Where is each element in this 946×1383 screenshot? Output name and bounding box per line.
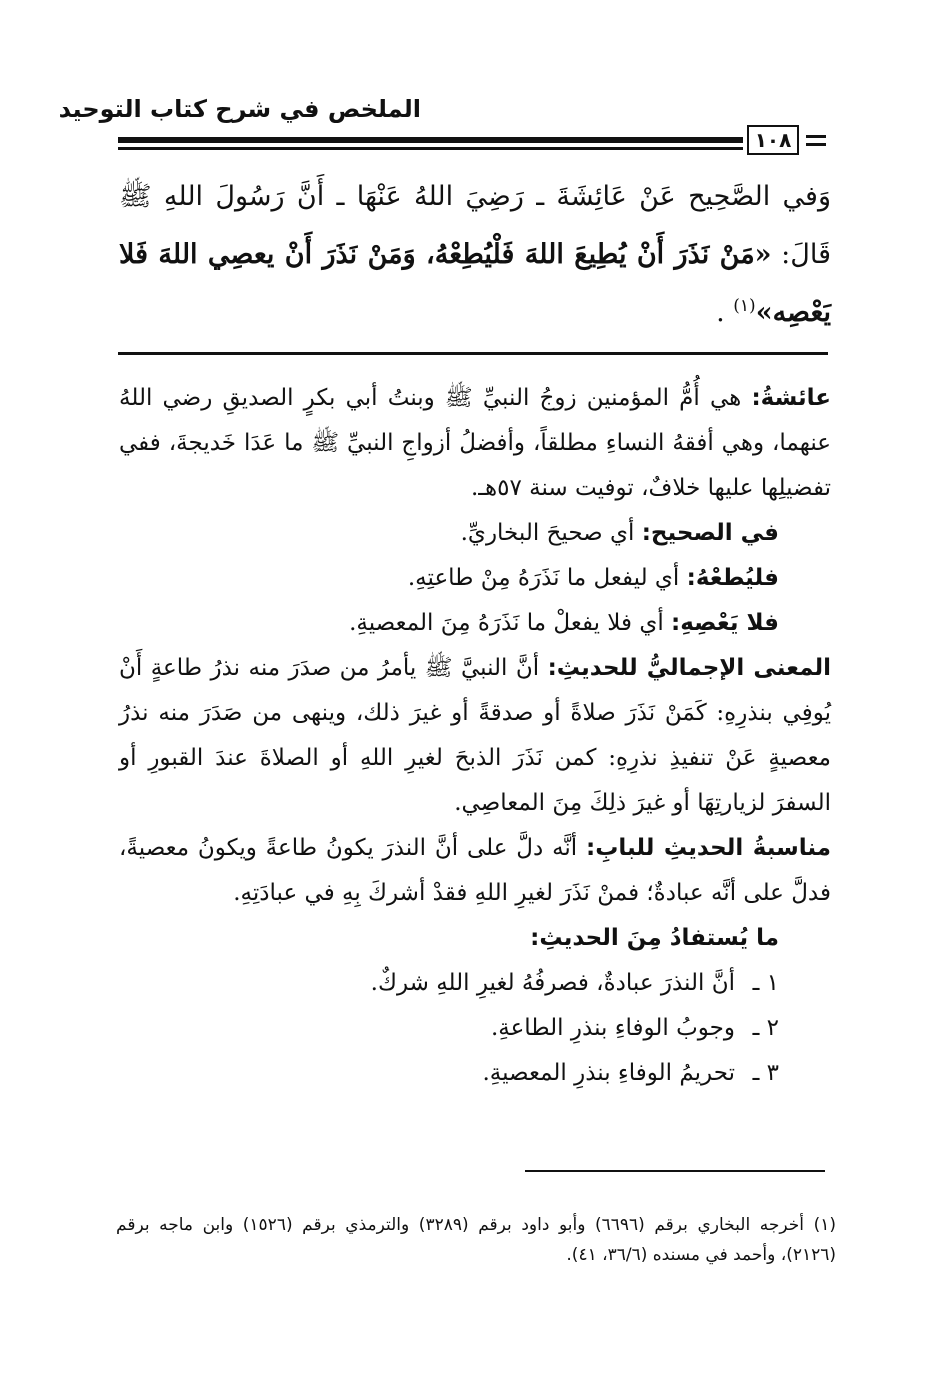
commentary-term: فليُطعْهُ:: [686, 565, 779, 591]
commentary-text: أي صحيحَ البخاريِّ.: [460, 520, 642, 546]
commentary-paragraph: [119, 826, 831, 916]
commentary-term: عائشةُ:: [751, 385, 831, 411]
benefit-item: [119, 1006, 831, 1051]
benefit-text: أنَّ النذرَ عبادةٌ، فصرفُهُ لغيرِ اللهِ شركٌ.: [370, 970, 735, 996]
benefit-item: [119, 1051, 831, 1096]
footnote: [116, 1210, 836, 1270]
page-number: ١٠٨: [747, 125, 799, 155]
benefit-number: ٢ ـ: [752, 1015, 779, 1041]
commentary-text: هي أُمُّ المؤمنين زوجُ النبيِّ ﷺ وبنتُ أبي بكرٍ الصديقِ رضي اللهُ عنهما، وهي أفقهُ النساءِ مطلقاً، وأفضلُ أزواجِ النبيِّ ﷺ ما عَدَا خَديجةَ، ففي تفضيلِها عليها خلافٌ، توفيت سنة ٥٧هـ.: [119, 385, 831, 501]
commentary-text: أنَّه دلَّ على أنَّ النذرَ يكونُ طاعةً ويكونُ معصيةً، فدلَّ على أنَّه عبادةٌ؛ فمنْ نَذَرَ لغيرِ اللهِ فقدْ أشركَ بِهِ في عبادَتِهِ.: [119, 835, 831, 906]
commentary-paragraph: [119, 601, 831, 646]
commentary: [119, 376, 831, 1096]
hadith-end: .: [716, 297, 725, 328]
commentary-text: أنَّ النبيَّ ﷺ يأمرُ من صدَرَ منه نذرُ طاعةٍ أَنْ يُوفِي بنذرِهِ: كَمَنْ نَذَرَ صلاةً أو صدقةً أو غيرَ ذلك، وينهى من صَدَرَ منه نذرُ معصيةٍ عَنْ تنفيذِ نذرِهِ: كمن نَذَرَ الذبحَ لغيرِ اللهِ أو الصلاةَ عندَ القبورِ أو السفرَ لزيارتِهَا أو غيرَ ذلِكَ مِنَ المعاصِي.: [119, 655, 831, 816]
hadith-text: [119, 168, 831, 342]
benefit-item: [119, 961, 831, 1006]
hadith-quote: «مَنْ نَذَرَ أَنْ يُطِيعَ اللهَ فَلْيُطِعْهُ، وَمَنْ نَذَرَ أَنْ يعصِي اللهَ فَلا يَعْصِه»: [119, 239, 831, 328]
commentary-term: فلا يَعْصِهِ:: [671, 610, 779, 636]
commentary-text: أي ليفعل ما نَذَرَهُ مِنْ طاعتِهِ.: [407, 565, 687, 591]
benefit-number: ٣ ـ: [752, 1060, 779, 1086]
commentary-text: أي فلا يفعلْ ما نَذَرَهُ مِنَ المعصيةِ.: [349, 610, 672, 636]
benefit-number: ١ ـ: [752, 970, 779, 996]
commentary-paragraph: [119, 556, 831, 601]
footnote-divider: [525, 1170, 825, 1172]
commentary-term: في الصحيح:: [641, 520, 779, 546]
commentary-term: المعنى الإجماليُّ للحديثِ:: [547, 655, 832, 681]
running-title: الملخص في شرح كتاب التوحيد: [58, 95, 421, 123]
footnote-text: أخرجه البخاري برقم (٦٦٩٦) وأبو داود برقم (٣٢٨٩) والترمذي برقم (١٥٢٦) وابن ماجه برقم (٢١٢٦)، وأحمد في مسنده (٣٦/٦، ٤١).: [116, 1215, 836, 1265]
benefits-heading: [119, 916, 831, 961]
header-rule-thick: [118, 137, 743, 143]
header-rule-thin: [118, 147, 743, 150]
section-divider: [118, 352, 828, 355]
benefits-heading-text: ما يُستفادُ مِنَ الحديثِ:: [530, 925, 779, 951]
footnote-marker: (١): [813, 1215, 836, 1235]
commentary-paragraph: [119, 376, 831, 511]
commentary-paragraph: [119, 646, 831, 826]
benefit-text: تحريمُ الوفاءِ بنذرِ المعصيةِ.: [482, 1060, 735, 1086]
page-number-dash: [806, 143, 826, 146]
commentary-paragraph: [119, 511, 831, 556]
hadith-intro: وَفي الصَّحِيح عَنْ عَائِشَةَ ـ رَضِيَ اللهُ عَنْهَا ـ أَنَّ رَسُولَ اللهِ ﷺ قَالَ:: [119, 181, 831, 270]
commentary-term: مناسبةُ الحديثِ للبابِ:: [586, 835, 831, 861]
footnote-reference[interactable]: (١): [733, 296, 756, 316]
page-number-dash: [806, 135, 826, 138]
benefit-text: وجوبُ الوفاءِ بنذرِ الطاعةِ.: [490, 1015, 735, 1041]
